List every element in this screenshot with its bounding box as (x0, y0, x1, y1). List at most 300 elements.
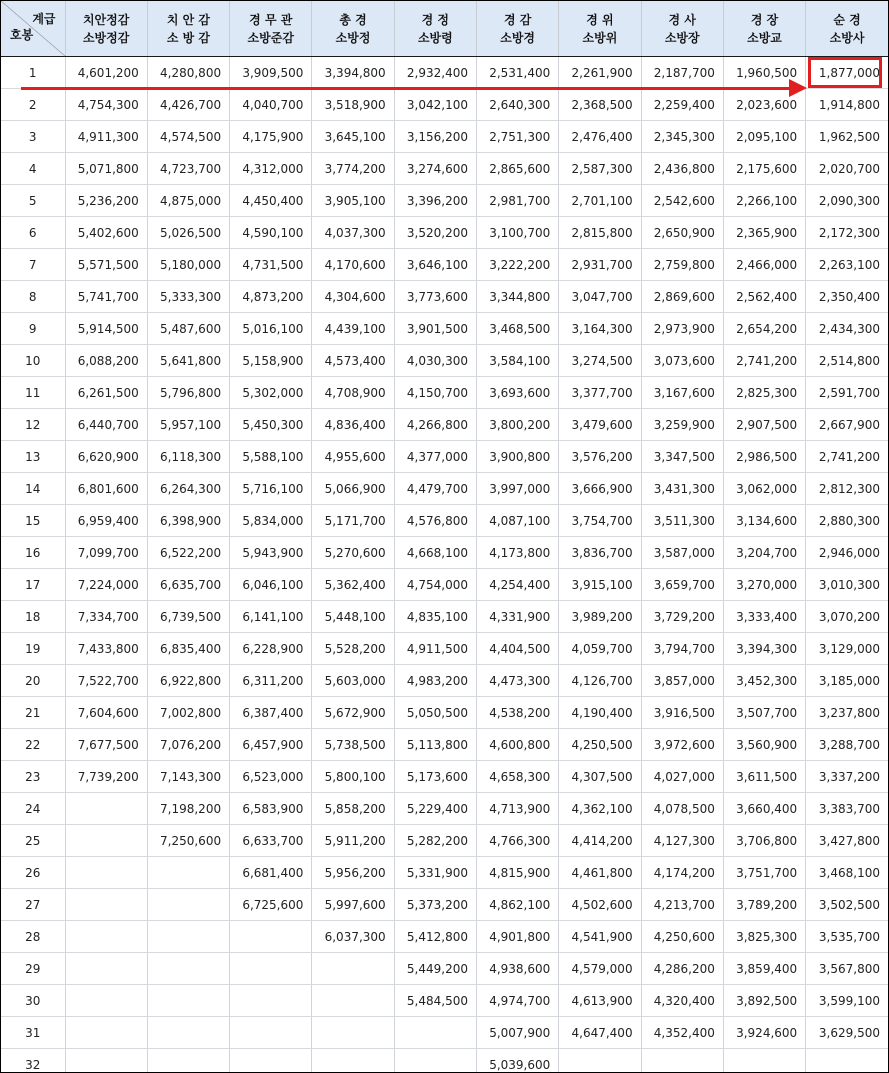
salary-cell: 2,434,300 (806, 313, 888, 345)
salary-cell: 5,484,500 (394, 985, 476, 1017)
salary-cell: 3,010,300 (806, 569, 888, 601)
salary-cell: 4,668,100 (394, 537, 476, 569)
step-number-cell: 21 (1, 697, 65, 729)
salary-cell: 3,394,800 (312, 57, 394, 89)
salary-cell: 5,173,600 (394, 761, 476, 793)
salary-cell (147, 953, 229, 985)
salary-cell: 4,250,500 (559, 729, 641, 761)
salary-table (1, 1, 888, 1073)
table-body (1, 57, 888, 1073)
rank-fire-title: 소방령 (417, 30, 453, 45)
salary-cell: 4,250,600 (641, 921, 723, 953)
salary-cell: 4,426,700 (147, 89, 229, 121)
salary-cell (65, 1049, 147, 1073)
table-row (1, 601, 888, 633)
salary-cell (147, 857, 229, 889)
salary-cell: 4,974,700 (476, 985, 558, 1017)
salary-cell: 4,601,200 (65, 57, 147, 89)
table-row (1, 665, 888, 697)
salary-cell: 3,337,200 (806, 761, 888, 793)
salary-cell: 4,574,500 (147, 121, 229, 153)
table-row (1, 921, 888, 953)
salary-cell: 3,394,300 (723, 633, 805, 665)
salary-cell (230, 921, 312, 953)
salary-cell: 4,600,800 (476, 729, 558, 761)
salary-cell: 2,023,600 (723, 89, 805, 121)
salary-cell: 2,531,400 (476, 57, 558, 89)
salary-cell: 4,450,400 (230, 185, 312, 217)
table-row (1, 249, 888, 281)
rank-fire-title: 소 방 감 (166, 30, 211, 45)
salary-cell: 6,457,900 (230, 729, 312, 761)
salary-cell: 6,739,500 (147, 601, 229, 633)
salary-cell: 6,264,300 (147, 473, 229, 505)
salary-cell: 5,171,700 (312, 505, 394, 537)
salary-cell (65, 793, 147, 825)
salary-cell: 2,865,600 (476, 153, 558, 185)
rank-police-title: 경 사 (668, 12, 696, 27)
salary-cell: 3,646,100 (394, 249, 476, 281)
salary-cell: 4,723,700 (147, 153, 229, 185)
salary-cell: 5,007,900 (476, 1017, 558, 1049)
salary-cell: 2,542,600 (641, 185, 723, 217)
salary-cell: 2,981,700 (476, 185, 558, 217)
salary-cell: 3,507,700 (723, 697, 805, 729)
salary-cell: 3,452,300 (723, 665, 805, 697)
salary-cell: 5,412,800 (394, 921, 476, 953)
salary-cell: 4,127,300 (641, 825, 723, 857)
salary-cell: 3,773,600 (394, 281, 476, 313)
step-number-cell: 14 (1, 473, 65, 505)
table-row (1, 889, 888, 921)
salary-cell: 5,180,000 (147, 249, 229, 281)
salary-cell: 2,263,100 (806, 249, 888, 281)
step-number-cell: 15 (1, 505, 65, 537)
salary-cell: 2,365,900 (723, 217, 805, 249)
salary-cell: 4,955,600 (312, 441, 394, 473)
table-row (1, 281, 888, 313)
salary-cell: 3,794,700 (641, 633, 723, 665)
salary-cell: 4,404,500 (476, 633, 558, 665)
salary-cell: 4,312,000 (230, 153, 312, 185)
salary-cell: 4,170,600 (312, 249, 394, 281)
salary-cell: 4,647,400 (559, 1017, 641, 1049)
salary-cell: 5,672,900 (312, 697, 394, 729)
salary-cell: 6,523,000 (230, 761, 312, 793)
salary-cell (147, 1049, 229, 1073)
table-row (1, 761, 888, 793)
salary-cell (65, 953, 147, 985)
table-row (1, 121, 888, 153)
salary-cell: 4,911,300 (65, 121, 147, 153)
salary-cell: 5,449,200 (394, 953, 476, 985)
salary-cell: 4,708,900 (312, 377, 394, 409)
rank-header-1 (65, 1, 147, 57)
salary-cell (312, 985, 394, 1017)
annotation-arrow-head (789, 79, 807, 97)
salary-cell: 3,062,000 (723, 473, 805, 505)
annotation-arrow-line (21, 87, 791, 90)
salary-cell: 6,440,700 (65, 409, 147, 441)
salary-cell: 5,943,900 (230, 537, 312, 569)
salary-cell: 2,741,200 (723, 345, 805, 377)
salary-cell: 5,911,200 (312, 825, 394, 857)
salary-cell: 4,266,800 (394, 409, 476, 441)
salary-cell: 3,836,700 (559, 537, 641, 569)
salary-cell: 4,173,800 (476, 537, 558, 569)
salary-cell: 4,280,800 (147, 57, 229, 89)
rank-police-title: 경 무 관 (249, 12, 293, 27)
salary-cell: 4,320,400 (641, 985, 723, 1017)
salary-cell: 3,800,200 (476, 409, 558, 441)
salary-cell: 3,204,700 (723, 537, 805, 569)
salary-cell: 6,681,400 (230, 857, 312, 889)
salary-cell: 3,274,600 (394, 153, 476, 185)
rank-header-2 (147, 1, 229, 57)
corner-header-cell (1, 1, 65, 57)
salary-cell: 4,377,000 (394, 441, 476, 473)
table-row (1, 409, 888, 441)
rank-police-title: 경 위 (586, 12, 614, 27)
salary-cell: 3,693,600 (476, 377, 558, 409)
salary-cell: 5,641,800 (147, 345, 229, 377)
salary-cell: 5,402,600 (65, 217, 147, 249)
salary-cell (65, 1017, 147, 1049)
salary-cell: 3,997,000 (476, 473, 558, 505)
salary-cell: 5,039,600 (476, 1049, 558, 1073)
table-row (1, 153, 888, 185)
step-number-cell: 7 (1, 249, 65, 281)
salary-cell: 5,333,300 (147, 281, 229, 313)
salary-cell: 2,815,800 (559, 217, 641, 249)
salary-cell (312, 953, 394, 985)
salary-cell: 5,373,200 (394, 889, 476, 921)
salary-cell: 2,907,500 (723, 409, 805, 441)
salary-cell: 3,859,400 (723, 953, 805, 985)
step-number-cell: 11 (1, 377, 65, 409)
salary-cell: 4,362,100 (559, 793, 641, 825)
step-number-cell: 29 (1, 953, 65, 985)
salary-cell (147, 1017, 229, 1049)
salary-cell: 4,573,400 (312, 345, 394, 377)
salary-cell: 3,535,700 (806, 921, 888, 953)
salary-cell: 6,922,800 (147, 665, 229, 697)
salary-cell (806, 1049, 888, 1073)
salary-cell: 6,959,400 (65, 505, 147, 537)
salary-cell: 7,250,600 (147, 825, 229, 857)
step-number-cell: 23 (1, 761, 65, 793)
salary-cell: 3,916,500 (641, 697, 723, 729)
salary-cell: 3,134,600 (723, 505, 805, 537)
step-axis-label: 호봉 (10, 28, 34, 42)
annotation-highlight-box (808, 57, 882, 88)
salary-cell: 3,645,100 (312, 121, 394, 153)
salary-cell: 4,331,900 (476, 601, 558, 633)
salary-cell: 3,479,600 (559, 409, 641, 441)
salary-cell: 2,514,800 (806, 345, 888, 377)
salary-cell: 4,150,700 (394, 377, 476, 409)
salary-cell: 2,667,900 (806, 409, 888, 441)
salary-cell: 3,629,500 (806, 1017, 888, 1049)
salary-cell: 6,261,500 (65, 377, 147, 409)
salary-cell: 2,701,100 (559, 185, 641, 217)
table-row (1, 1049, 888, 1073)
salary-cell: 6,118,300 (147, 441, 229, 473)
salary-cell: 2,020,700 (806, 153, 888, 185)
table-row (1, 505, 888, 537)
salary-cell: 3,729,200 (641, 601, 723, 633)
salary-cell: 2,751,300 (476, 121, 558, 153)
salary-cell: 6,633,700 (230, 825, 312, 857)
rank-police-title: 치안정감 (82, 12, 130, 27)
salary-cell: 4,579,000 (559, 953, 641, 985)
salary-cell: 5,716,100 (230, 473, 312, 505)
salary-cell: 7,677,500 (65, 729, 147, 761)
rank-fire-title: 소방교 (747, 30, 782, 45)
salary-cell: 5,796,800 (147, 377, 229, 409)
table-row (1, 697, 888, 729)
rank-fire-title: 소방정 (335, 30, 371, 45)
salary-cell: 3,900,800 (476, 441, 558, 473)
salary-cell: 3,502,500 (806, 889, 888, 921)
salary-cell: 4,307,500 (559, 761, 641, 793)
step-number-cell: 26 (1, 857, 65, 889)
salary-cell: 2,350,400 (806, 281, 888, 313)
salary-cell: 3,274,500 (559, 345, 641, 377)
rank-header-5 (394, 1, 476, 57)
salary-cell: 5,957,100 (147, 409, 229, 441)
salary-cell (312, 1017, 394, 1049)
salary-cell: 5,588,100 (230, 441, 312, 473)
rank-police-title: 경 장 (750, 12, 779, 27)
salary-cell: 4,174,200 (641, 857, 723, 889)
salary-cell: 3,042,100 (394, 89, 476, 121)
salary-cell: 5,800,100 (312, 761, 394, 793)
salary-cell: 3,344,800 (476, 281, 558, 313)
rank-police-title: 총 경 (339, 12, 367, 27)
step-number-cell: 25 (1, 825, 65, 857)
table-row (1, 729, 888, 761)
salary-cell: 4,439,100 (312, 313, 394, 345)
table-row (1, 377, 888, 409)
table-row (1, 441, 888, 473)
step-number-cell: 8 (1, 281, 65, 313)
salary-cell: 3,156,200 (394, 121, 476, 153)
salary-cell (65, 889, 147, 921)
salary-cell: 3,396,200 (394, 185, 476, 217)
salary-cell: 7,198,200 (147, 793, 229, 825)
salary-cell: 5,738,500 (312, 729, 394, 761)
step-number-cell: 3 (1, 121, 65, 153)
table-row (1, 89, 888, 121)
salary-cell: 4,190,400 (559, 697, 641, 729)
salary-cell: 5,113,800 (394, 729, 476, 761)
rank-header-6 (476, 1, 558, 57)
salary-cell: 3,468,500 (476, 313, 558, 345)
table-row (1, 57, 888, 89)
step-number-cell: 6 (1, 217, 65, 249)
salary-cell: 3,431,300 (641, 473, 723, 505)
rank-police-title: 순 경 (833, 12, 861, 27)
salary-cell: 4,901,800 (476, 921, 558, 953)
salary-cell: 4,473,300 (476, 665, 558, 697)
salary-cell: 2,759,800 (641, 249, 723, 281)
salary-cell: 4,658,300 (476, 761, 558, 793)
table-row (1, 473, 888, 505)
salary-cell: 2,932,400 (394, 57, 476, 89)
salary-cell: 4,938,600 (476, 953, 558, 985)
salary-cell: 3,222,200 (476, 249, 558, 281)
step-number-cell: 32 (1, 1049, 65, 1073)
salary-cell: 3,259,900 (641, 409, 723, 441)
salary-cell: 7,739,200 (65, 761, 147, 793)
step-number-cell: 27 (1, 889, 65, 921)
salary-cell: 3,073,600 (641, 345, 723, 377)
salary-cell (65, 985, 147, 1017)
salary-cell: 3,666,900 (559, 473, 641, 505)
salary-cell: 4,590,100 (230, 217, 312, 249)
salary-cell: 4,078,500 (641, 793, 723, 825)
salary-cell: 5,236,200 (65, 185, 147, 217)
salary-cell: 6,387,400 (230, 697, 312, 729)
salary-cell: 6,725,600 (230, 889, 312, 921)
table-row (1, 825, 888, 857)
salary-cell (559, 1049, 641, 1073)
salary-cell: 5,282,200 (394, 825, 476, 857)
salary-cell: 5,302,000 (230, 377, 312, 409)
salary-cell: 5,362,400 (312, 569, 394, 601)
step-number-cell: 18 (1, 601, 65, 633)
salary-cell: 3,751,700 (723, 857, 805, 889)
salary-cell: 6,311,200 (230, 665, 312, 697)
salary-cell: 2,172,300 (806, 217, 888, 249)
salary-cell: 4,502,600 (559, 889, 641, 921)
salary-cell: 6,635,700 (147, 569, 229, 601)
salary-cell: 3,288,700 (806, 729, 888, 761)
step-number-cell: 28 (1, 921, 65, 953)
salary-cell: 2,640,300 (476, 89, 558, 121)
salary-cell: 5,158,900 (230, 345, 312, 377)
salary-cell: 4,862,100 (476, 889, 558, 921)
table-row (1, 345, 888, 377)
salary-cell: 6,835,400 (147, 633, 229, 665)
step-number-cell: 22 (1, 729, 65, 761)
salary-cell: 3,070,200 (806, 601, 888, 633)
step-number-cell: 10 (1, 345, 65, 377)
salary-cell: 5,026,500 (147, 217, 229, 249)
salary-cell: 3,167,600 (641, 377, 723, 409)
salary-cell (65, 921, 147, 953)
salary-cell (147, 921, 229, 953)
salary-cell: 5,016,100 (230, 313, 312, 345)
salary-cell: 2,562,400 (723, 281, 805, 313)
salary-cell: 3,237,800 (806, 697, 888, 729)
step-number-cell: 13 (1, 441, 65, 473)
salary-cell: 3,100,700 (476, 217, 558, 249)
salary-cell: 5,229,400 (394, 793, 476, 825)
salary-cell: 2,476,400 (559, 121, 641, 153)
salary-cell: 3,892,500 (723, 985, 805, 1017)
step-number-cell: 17 (1, 569, 65, 601)
salary-cell: 4,059,700 (559, 633, 641, 665)
salary-cell: 6,583,900 (230, 793, 312, 825)
table-row (1, 985, 888, 1017)
salary-cell: 6,398,900 (147, 505, 229, 537)
salary-cell: 3,468,100 (806, 857, 888, 889)
salary-cell: 4,541,900 (559, 921, 641, 953)
salary-cell: 3,185,000 (806, 665, 888, 697)
salary-cell: 3,659,700 (641, 569, 723, 601)
salary-cell: 2,986,500 (723, 441, 805, 473)
salary-cell: 6,801,600 (65, 473, 147, 505)
rank-header-8 (641, 1, 723, 57)
salary-cell: 3,347,500 (641, 441, 723, 473)
salary-cell: 1,960,500 (723, 57, 805, 89)
salary-cell: 3,047,700 (559, 281, 641, 313)
salary-cell: 3,989,200 (559, 601, 641, 633)
salary-cell: 3,129,000 (806, 633, 888, 665)
salary-cell: 5,487,600 (147, 313, 229, 345)
salary-cell: 2,466,000 (723, 249, 805, 281)
salary-cell: 4,766,300 (476, 825, 558, 857)
salary-cell: 5,741,700 (65, 281, 147, 313)
salary-cell: 3,584,100 (476, 345, 558, 377)
salary-cell: 3,520,200 (394, 217, 476, 249)
salary-cell: 5,331,900 (394, 857, 476, 889)
salary-cell: 2,266,100 (723, 185, 805, 217)
salary-cell: 4,286,200 (641, 953, 723, 985)
rank-header-9 (723, 1, 805, 57)
table-row (1, 793, 888, 825)
rank-fire-title: 소방경 (500, 30, 536, 45)
salary-cell: 4,037,300 (312, 217, 394, 249)
salary-cell: 2,587,300 (559, 153, 641, 185)
salary-cell: 2,259,400 (641, 89, 723, 121)
salary-cell: 5,858,200 (312, 793, 394, 825)
rank-fire-title: 소방위 (582, 30, 618, 45)
salary-cell: 3,427,800 (806, 825, 888, 857)
salary-cell: 7,522,700 (65, 665, 147, 697)
salary-cell: 4,835,100 (394, 601, 476, 633)
rank-police-title: 치 안 감 (166, 12, 211, 27)
salary-cell: 3,611,500 (723, 761, 805, 793)
salary-cell: 7,604,600 (65, 697, 147, 729)
salary-cell: 3,905,100 (312, 185, 394, 217)
salary-cell: 4,911,500 (394, 633, 476, 665)
salary-cell: 5,270,600 (312, 537, 394, 569)
salary-cell: 1,962,500 (806, 121, 888, 153)
salary-cell: 5,956,200 (312, 857, 394, 889)
table-row (1, 857, 888, 889)
salary-cell: 2,869,600 (641, 281, 723, 313)
table-row (1, 313, 888, 345)
table-row (1, 537, 888, 569)
salary-cell: 3,924,600 (723, 1017, 805, 1049)
salary-cell: 4,461,800 (559, 857, 641, 889)
salary-cell: 6,141,100 (230, 601, 312, 633)
salary-cell: 3,599,100 (806, 985, 888, 1017)
salary-cell: 7,224,000 (65, 569, 147, 601)
salary-cell: 6,620,900 (65, 441, 147, 473)
salary-cell: 4,352,400 (641, 1017, 723, 1049)
salary-cell: 2,741,200 (806, 441, 888, 473)
rank-fire-title: 소방장 (664, 30, 700, 45)
salary-cell: 5,050,500 (394, 697, 476, 729)
rank-header-7 (559, 1, 641, 57)
salary-cell: 4,754,300 (65, 89, 147, 121)
step-number-cell: 24 (1, 793, 65, 825)
salary-cell: 3,383,700 (806, 793, 888, 825)
